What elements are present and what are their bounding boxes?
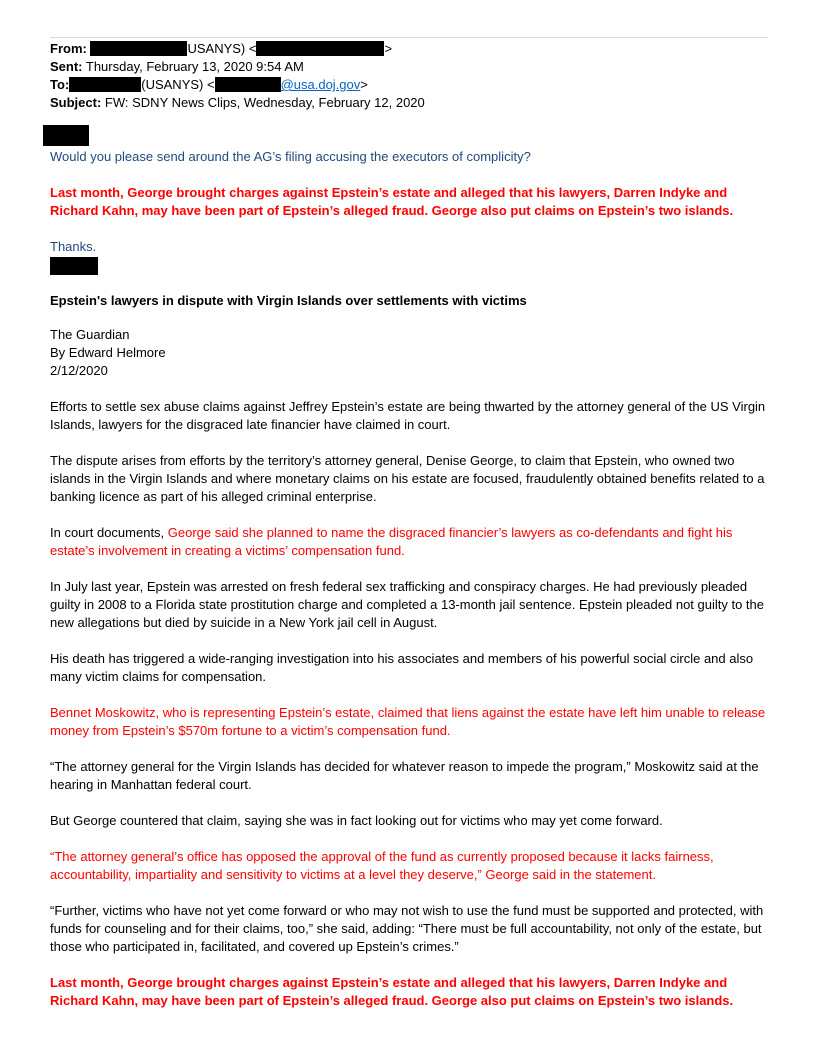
article-paragraph-8: But George countered that claim, saying she was in fact looking out for victims who may yet come forward.	[50, 813, 663, 828]
thanks-text: Thanks.	[50, 239, 97, 254]
from-close: >	[384, 41, 393, 56]
article-paragraph-6: Bennet Moskowitz, who is representing Epstein’s estate, claimed that liens against the estate have left him unable to release money from Epstein’s $570m fortune to a victim’s compensation fund.	[50, 705, 766, 738]
redaction-from-email	[256, 41, 384, 56]
article-paragraph-5: His death has triggered a wide-ranging investigation into his associates and members of his powerful social circle and also many victim claims for compensation.	[50, 651, 754, 684]
from-label: From:	[50, 41, 87, 56]
highlight-top: Last month, George brought charges against Epstein’s estate and alleged that his lawyers, Darren Indyke and Richard Kahn, may have been part of Epstein’s alleged fraud. George also put claims on Epstein’s two islands.	[50, 185, 734, 218]
to-label: To:	[50, 77, 70, 92]
article-paragraph-2: The dispute arises from efforts by the territory’s attorney general, Denise George, to claim that Epstein, who owned two islands in the Virgin Islands and where monetary claims on his estate are focused, fraudulently obtained benefits related to a banking licence as part of his alleged criminal enterprise.	[50, 453, 765, 504]
request-text: Would you please send around the AG’s filing accusing the executors of complicity?	[50, 149, 531, 164]
article-paragraph-3-highlight: George said she planned to name the disgraced financier’s lawyers as co-defendants and fight his estate’s involvement in creating a victims’ compensation fund.	[50, 525, 733, 558]
article-paragraph-11: Last month, George brought charges against Epstein’s estate and alleged that his lawyers, Darren Indyke and Richard Kahn, may have been part of Epstein’s alleged fraud. George also put claims on Epstein’s two islands.	[50, 975, 734, 1008]
article-paragraph-9: “The attorney general’s office has opposed the approval of the fund as currently proposed because it lacks fairness, accountability, impartiality and sensitivity to victims at a level they deserve,” George said in the statement.	[50, 849, 714, 882]
article-paragraph-4: In July last year, Epstein was arrested on fresh federal sex trafficking and conspiracy charges. He had previously pleaded guilty in 2008 to a Florida state prostitution charge and completed a 13-month jail sentence. Epstein pleaded not guilty to the new allegations but died by suicide in a New York jail cell in August.	[50, 579, 765, 630]
article-paragraph-7: “The attorney general for the Virgin Islands has decided for whatever reason to impede the program,” Moskowitz said at the hearing in Manhattan federal court.	[50, 759, 759, 792]
subject-value: FW: SDNY News Clips, Wednesday, February 12, 2020	[104, 95, 425, 110]
redaction-to-name	[69, 77, 141, 92]
header-divider	[50, 37, 768, 38]
sent-label: Sent:	[50, 59, 83, 74]
article-headline: Epstein's lawyers in dispute with Virgin Islands over settlements with victims	[50, 293, 527, 308]
sent-value: Thursday, February 13, 2020 9:54 AM	[85, 59, 304, 74]
to-close: >	[360, 77, 368, 92]
subject-label: Subject:	[50, 95, 102, 110]
from-line	[50, 40, 392, 58]
article-paragraph-1: Efforts to settle sex abuse claims against Jeffrey Epstein’s estate are being thwarted by the attorney general of the US Virgin Islands, lawyers for the disgraced late financier have claimed in court.	[50, 399, 766, 432]
sent-line	[50, 58, 304, 76]
redaction-salutation	[43, 125, 89, 146]
to-line	[50, 76, 368, 94]
article-paragraph-3-lead: In court documents,	[50, 525, 168, 540]
to-email-link[interactable]: @usa.doj.gov	[280, 77, 361, 92]
article-paragraph-10: “Further, victims who have not yet come forward or who may not wish to use the fund must be supported and protected, with funds for counseling and for their claims, too,” she said, adding: “There must be full accountability, not only of the estate, but those who participated in, facilitated, and covered up Epstein’s crimes.”	[50, 903, 764, 954]
to-org: (USANYS) <	[141, 77, 215, 92]
redaction-to-email	[215, 77, 281, 92]
from-org: USANYS) <	[187, 41, 257, 56]
article-paragraph-3	[50, 524, 768, 560]
article-date: 2/12/2020	[50, 363, 108, 378]
subject-line	[50, 94, 425, 112]
article-byline: By Edward Helmore	[50, 345, 166, 360]
redaction-from-name	[90, 41, 187, 56]
article-source: The Guardian	[50, 327, 130, 342]
redaction-signature	[50, 257, 98, 275]
